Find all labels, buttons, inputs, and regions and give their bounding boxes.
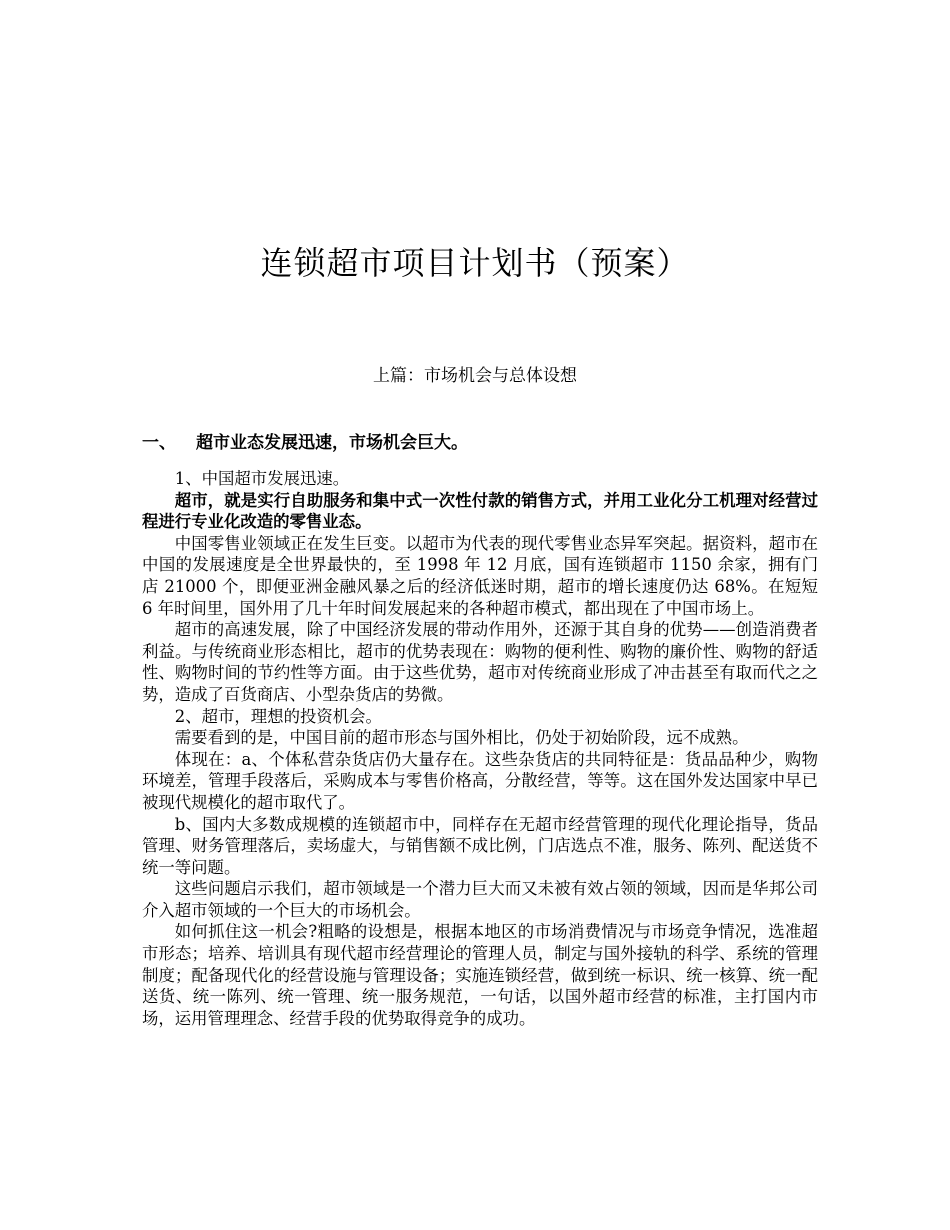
- document-title: 连锁超市项目计划书（预案）: [260, 244, 690, 282]
- section-heading: [142, 428, 822, 453]
- paragraph-subheading: 2、超市，理想的投资机会。: [174, 706, 382, 726]
- paragraph: 超市的高速发展，除了中国经济发展的带动作用外，还源于其自身的优势——创造消费者利益。与传统商业形态相比，超市的优势表现在：购物的便利性、购物的廉价性、购物的舒适性、购物时间的节约性等方面。由于这些优势，超市对传统商业形成了冲击甚至有取而代之之势，造成了百货商店、小型杂货店的势微。: [142, 620, 818, 704]
- document-body: [142, 468, 818, 1029]
- paragraph: b、国内大多数成规模的连锁超市中，同样存在无超市经营管理的现代化理论指导，货品管理、财务管理落后，卖场虚大，与销售额不成比例，门店选点不准，服务、陈列、配送货不统一等问题。: [142, 814, 818, 877]
- paragraph-definition: 超市，就是实行自助服务和集中式一次性付款的销售方式，并用工业化分工机理对经营过程进行专业化改造的零售业态。: [142, 490, 818, 532]
- paragraph: 如何抓住这一机会?粗略的设想是，根据本地区的市场消费情况与市场竞争情况，选准超市形态；培养、培训具有现代超市经营理论的管理人员，制定与国外接轨的科学、系统的管理制度；配备现代化的经营设施与管理设备；实施连锁经营，做到统一标识、统一核算、统一配送货、统一陈列、统一管理、统一服务规范，一句话，以国外超市经营的标准，主打国内市场，运用管理理念、经营手段的优势取得竞争的成功。: [142, 922, 818, 1028]
- paragraph: 需要看到的是，中国目前的超市形态与国外相比，仍处于初始阶段，远不成熟。: [174, 728, 749, 748]
- paragraph-subheading: 1、中国超市发展迅速。: [174, 469, 350, 488]
- paragraph: 体现在：a、个体私营杂货店仍大量存在。这些杂货店的共同特征是：货品品种少，购物环境差，管理手段落后，采购成本与零售价格高，分散经营，等等。这在国外发达国家中早已被现代规模化的超市取代了。: [142, 749, 818, 812]
- document-subtitle: 上篇：市场机会与总体设想: [373, 366, 577, 386]
- section-heading-text: 超市业态发展迅速，市场机会巨大。: [196, 433, 468, 453]
- section-number: 一、: [142, 433, 176, 453]
- paragraph: 这些问题启示我们，超市领域是一个潜力巨大而又未被有效占领的领域，因而是华邦公司介入超市领域的一个巨大的市场机会。: [142, 879, 818, 920]
- paragraph: 中国零售业领域正在发生巨变。以超市为代表的现代零售业态异军突起。据资料，超市在中国的发展速度是全世界最快的，至 1998 年 12 月底，国有连锁超市 1150 余家，拥有门店 21000 个，即便亚洲金融风暴之后的经济低迷时期，超市的增长速度仍达 68%。在短短 6 年时间里，国外用了几十年时间发展起来的各种超市模式，都出现在了中国市场上。: [142, 533, 818, 618]
